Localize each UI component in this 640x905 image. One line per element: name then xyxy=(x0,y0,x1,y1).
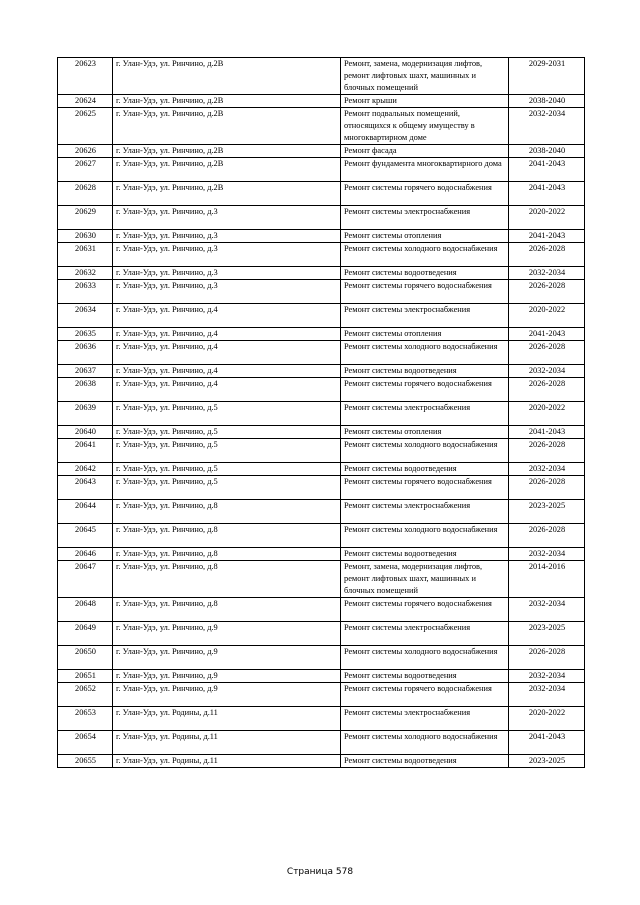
row-address: г. Улан-Удэ, ул. Ринчино, д.4 xyxy=(113,328,341,341)
row-address: г. Улан-Удэ, ул. Ринчино, д.2В xyxy=(113,158,341,182)
row-address: г. Улан-Удэ, ул. Ринчино, д.4 xyxy=(113,341,341,365)
table-row xyxy=(58,476,585,500)
row-address: г. Улан-Удэ, ул. Родины, д.11 xyxy=(113,707,341,731)
row-number: 20638 xyxy=(58,378,113,402)
row-work-type: Ремонт фасада xyxy=(341,145,509,158)
row-period: 2014-2016 xyxy=(509,561,585,598)
table-row xyxy=(58,755,585,768)
row-number: 20629 xyxy=(58,206,113,230)
row-number: 20623 xyxy=(58,58,113,95)
table-row xyxy=(58,328,585,341)
row-period: 2026-2028 xyxy=(509,341,585,365)
table-row xyxy=(58,646,585,670)
row-period: 2026-2028 xyxy=(509,524,585,548)
row-address: г. Улан-Удэ, ул. Ринчино, д.5 xyxy=(113,426,341,439)
row-work-type: Ремонт системы отопления xyxy=(341,328,509,341)
table-row xyxy=(58,561,585,598)
row-address: г. Улан-Удэ, ул. Ринчино, д.5 xyxy=(113,463,341,476)
row-period: 2032-2034 xyxy=(509,683,585,707)
row-address: г. Улан-Удэ, ул. Ринчино, д.9 xyxy=(113,683,341,707)
row-period: 2041-2043 xyxy=(509,158,585,182)
row-address: г. Улан-Удэ, ул. Ринчино, д.3 xyxy=(113,206,341,230)
row-number: 20646 xyxy=(58,548,113,561)
row-number: 20624 xyxy=(58,95,113,108)
table-row xyxy=(58,707,585,731)
row-period: 2038-2040 xyxy=(509,145,585,158)
row-number: 20647 xyxy=(58,561,113,598)
table-row xyxy=(58,524,585,548)
row-address: г. Улан-Удэ, ул. Ринчино, д.2В xyxy=(113,58,341,95)
row-number: 20650 xyxy=(58,646,113,670)
row-work-type: Ремонт системы водоотведения xyxy=(341,548,509,561)
row-work-type: Ремонт системы водоотведения xyxy=(341,670,509,683)
table-row xyxy=(58,439,585,463)
row-work-type: Ремонт системы отопления xyxy=(341,230,509,243)
table-row xyxy=(58,365,585,378)
row-address: г. Улан-Удэ, ул. Ринчино, д.8 xyxy=(113,500,341,524)
row-period: 2041-2043 xyxy=(509,230,585,243)
row-work-type: Ремонт системы холодного водоснабжения xyxy=(341,524,509,548)
row-work-type: Ремонт системы горячего водоснабжения xyxy=(341,378,509,402)
table-row xyxy=(58,402,585,426)
row-address: г. Улан-Удэ, ул. Ринчино, д.4 xyxy=(113,365,341,378)
row-work-type: Ремонт системы электроснабжения xyxy=(341,707,509,731)
row-number: 20626 xyxy=(58,145,113,158)
row-number: 20639 xyxy=(58,402,113,426)
document-sheet xyxy=(57,57,584,768)
row-address: г. Улан-Удэ, ул. Ринчино, д.3 xyxy=(113,280,341,304)
row-period: 2026-2028 xyxy=(509,646,585,670)
row-number: 20653 xyxy=(58,707,113,731)
row-work-type: Ремонт системы электроснабжения xyxy=(341,206,509,230)
row-work-type: Ремонт системы горячего водоснабжения xyxy=(341,598,509,622)
row-number: 20628 xyxy=(58,182,113,206)
row-work-type: Ремонт системы электроснабжения xyxy=(341,500,509,524)
row-number: 20625 xyxy=(58,108,113,145)
row-number: 20645 xyxy=(58,524,113,548)
row-address: г. Улан-Удэ, ул. Ринчино, д.3 xyxy=(113,243,341,267)
row-address: г. Улан-Удэ, ул. Ринчино, д.3 xyxy=(113,267,341,280)
row-number: 20652 xyxy=(58,683,113,707)
row-period: 2032-2034 xyxy=(509,108,585,145)
row-number: 20651 xyxy=(58,670,113,683)
row-work-type: Ремонт системы холодного водоснабжения xyxy=(341,243,509,267)
row-period: 2026-2028 xyxy=(509,243,585,267)
row-period: 2026-2028 xyxy=(509,378,585,402)
row-period: 2026-2028 xyxy=(509,439,585,463)
row-period: 2023-2025 xyxy=(509,622,585,646)
row-period: 2032-2034 xyxy=(509,365,585,378)
row-number: 20637 xyxy=(58,365,113,378)
row-work-type: Ремонт системы водоотведения xyxy=(341,267,509,280)
table-row xyxy=(58,58,585,95)
row-work-type: Ремонт, замена, модернизация лифтов, ремонт лифтовых шахт, машинных и блочных помещений xyxy=(341,561,509,598)
row-number: 20640 xyxy=(58,426,113,439)
row-number: 20632 xyxy=(58,267,113,280)
table-row xyxy=(58,463,585,476)
row-number: 20635 xyxy=(58,328,113,341)
table-row xyxy=(58,378,585,402)
row-number: 20642 xyxy=(58,463,113,476)
row-work-type: Ремонт системы горячего водоснабжения xyxy=(341,683,509,707)
row-address: г. Улан-Удэ, ул. Ринчино, д.2В xyxy=(113,108,341,145)
table-row xyxy=(58,230,585,243)
row-number: 20643 xyxy=(58,476,113,500)
row-address: г. Улан-Удэ, ул. Ринчино, д.5 xyxy=(113,439,341,463)
table-row xyxy=(58,145,585,158)
row-number: 20654 xyxy=(58,731,113,755)
row-period: 2026-2028 xyxy=(509,476,585,500)
row-number: 20655 xyxy=(58,755,113,768)
table-body xyxy=(58,58,585,768)
table-row xyxy=(58,158,585,182)
row-number: 20634 xyxy=(58,304,113,328)
row-work-type: Ремонт подвальных помещений, относящихся к общему имуществу в многоквартирном доме xyxy=(341,108,509,145)
table-row xyxy=(58,304,585,328)
row-address: г. Улан-Удэ, ул. Ринчино, д.3 xyxy=(113,230,341,243)
row-period: 2032-2034 xyxy=(509,598,585,622)
row-work-type: Ремонт фундамента многоквартирного дома xyxy=(341,158,509,182)
row-address: г. Улан-Удэ, ул. Ринчино, д.8 xyxy=(113,561,341,598)
row-period: 2020-2022 xyxy=(509,206,585,230)
row-period: 2023-2025 xyxy=(509,755,585,768)
row-address: г. Улан-Удэ, ул. Ринчино, д.9 xyxy=(113,646,341,670)
row-work-type: Ремонт системы холодного водоснабжения xyxy=(341,341,509,365)
row-number: 20630 xyxy=(58,230,113,243)
row-work-type: Ремонт системы водоотведения xyxy=(341,365,509,378)
row-work-type: Ремонт, замена, модернизация лифтов, ремонт лифтовых шахт, машинных и блочных помещений xyxy=(341,58,509,95)
table-row xyxy=(58,267,585,280)
table-row xyxy=(58,206,585,230)
row-address: г. Улан-Удэ, ул. Родины, д.11 xyxy=(113,755,341,768)
row-period: 2029-2031 xyxy=(509,58,585,95)
row-period: 2032-2034 xyxy=(509,267,585,280)
row-number: 20644 xyxy=(58,500,113,524)
table-row xyxy=(58,243,585,267)
table-row xyxy=(58,95,585,108)
row-work-type: Ремонт системы холодного водоснабжения xyxy=(341,646,509,670)
row-work-type: Ремонт системы водоотведения xyxy=(341,463,509,476)
row-work-type: Ремонт системы водоотведения xyxy=(341,755,509,768)
table-row xyxy=(58,182,585,206)
row-address: г. Улан-Удэ, ул. Ринчино, д.4 xyxy=(113,304,341,328)
row-period: 2041-2043 xyxy=(509,426,585,439)
row-address: г. Улан-Удэ, ул. Ринчино, д.2В xyxy=(113,182,341,206)
row-address: г. Улан-Удэ, ул. Ринчино, д.9 xyxy=(113,670,341,683)
row-address: г. Улан-Удэ, ул. Ринчино, д.8 xyxy=(113,598,341,622)
row-work-type: Ремонт системы электроснабжения xyxy=(341,402,509,426)
row-period: 2041-2043 xyxy=(509,182,585,206)
row-number: 20627 xyxy=(58,158,113,182)
table-row xyxy=(58,598,585,622)
row-work-type: Ремонт системы горячего водоснабжения xyxy=(341,182,509,206)
row-work-type: Ремонт системы холодного водоснабжения xyxy=(341,731,509,755)
row-address: г. Улан-Удэ, ул. Родины, д.11 xyxy=(113,731,341,755)
row-number: 20649 xyxy=(58,622,113,646)
row-address: г. Улан-Удэ, ул. Ринчино, д.9 xyxy=(113,622,341,646)
row-period: 2032-2034 xyxy=(509,548,585,561)
table-row xyxy=(58,108,585,145)
row-period: 2032-2034 xyxy=(509,463,585,476)
row-number: 20636 xyxy=(58,341,113,365)
row-address: г. Улан-Удэ, ул. Ринчино, д.4 xyxy=(113,378,341,402)
row-work-type: Ремонт системы отопления xyxy=(341,426,509,439)
row-address: г. Улан-Удэ, ул. Ринчино, д.2В xyxy=(113,145,341,158)
row-period: 2041-2043 xyxy=(509,328,585,341)
row-period: 2020-2022 xyxy=(509,402,585,426)
row-address: г. Улан-Удэ, ул. Ринчино, д.5 xyxy=(113,402,341,426)
page-number-footer: Страница 578 xyxy=(286,867,354,877)
row-period: 2026-2028 xyxy=(509,280,585,304)
row-period: 2023-2025 xyxy=(509,500,585,524)
row-number: 20648 xyxy=(58,598,113,622)
row-work-type: Ремонт системы электроснабжения xyxy=(341,304,509,328)
table-row xyxy=(58,548,585,561)
table-row xyxy=(58,622,585,646)
row-number: 20633 xyxy=(58,280,113,304)
row-number: 20641 xyxy=(58,439,113,463)
table-row xyxy=(58,731,585,755)
table-row xyxy=(58,280,585,304)
row-address: г. Улан-Удэ, ул. Ринчино, д.8 xyxy=(113,548,341,561)
row-work-type: Ремонт системы горячего водоснабжения xyxy=(341,280,509,304)
table-row xyxy=(58,670,585,683)
row-address: г. Улан-Удэ, ул. Ринчино, д.5 xyxy=(113,476,341,500)
table-row xyxy=(58,426,585,439)
row-number: 20631 xyxy=(58,243,113,267)
row-work-type: Ремонт системы холодного водоснабжения xyxy=(341,439,509,463)
row-period: 2041-2043 xyxy=(509,731,585,755)
table-row xyxy=(58,500,585,524)
row-work-type: Ремонт системы горячего водоснабжения xyxy=(341,476,509,500)
row-work-type: Ремонт крыши xyxy=(341,95,509,108)
row-period: 2038-2040 xyxy=(509,95,585,108)
table-row xyxy=(58,683,585,707)
row-period: 2020-2022 xyxy=(509,304,585,328)
row-work-type: Ремонт системы электроснабжения xyxy=(341,622,509,646)
table-row xyxy=(58,341,585,365)
row-address: г. Улан-Удэ, ул. Ринчино, д.2В xyxy=(113,95,341,108)
row-period: 2020-2022 xyxy=(509,707,585,731)
repair-schedule-table xyxy=(57,57,585,768)
row-period: 2032-2034 xyxy=(509,670,585,683)
row-address: г. Улан-Удэ, ул. Ринчино, д.8 xyxy=(113,524,341,548)
